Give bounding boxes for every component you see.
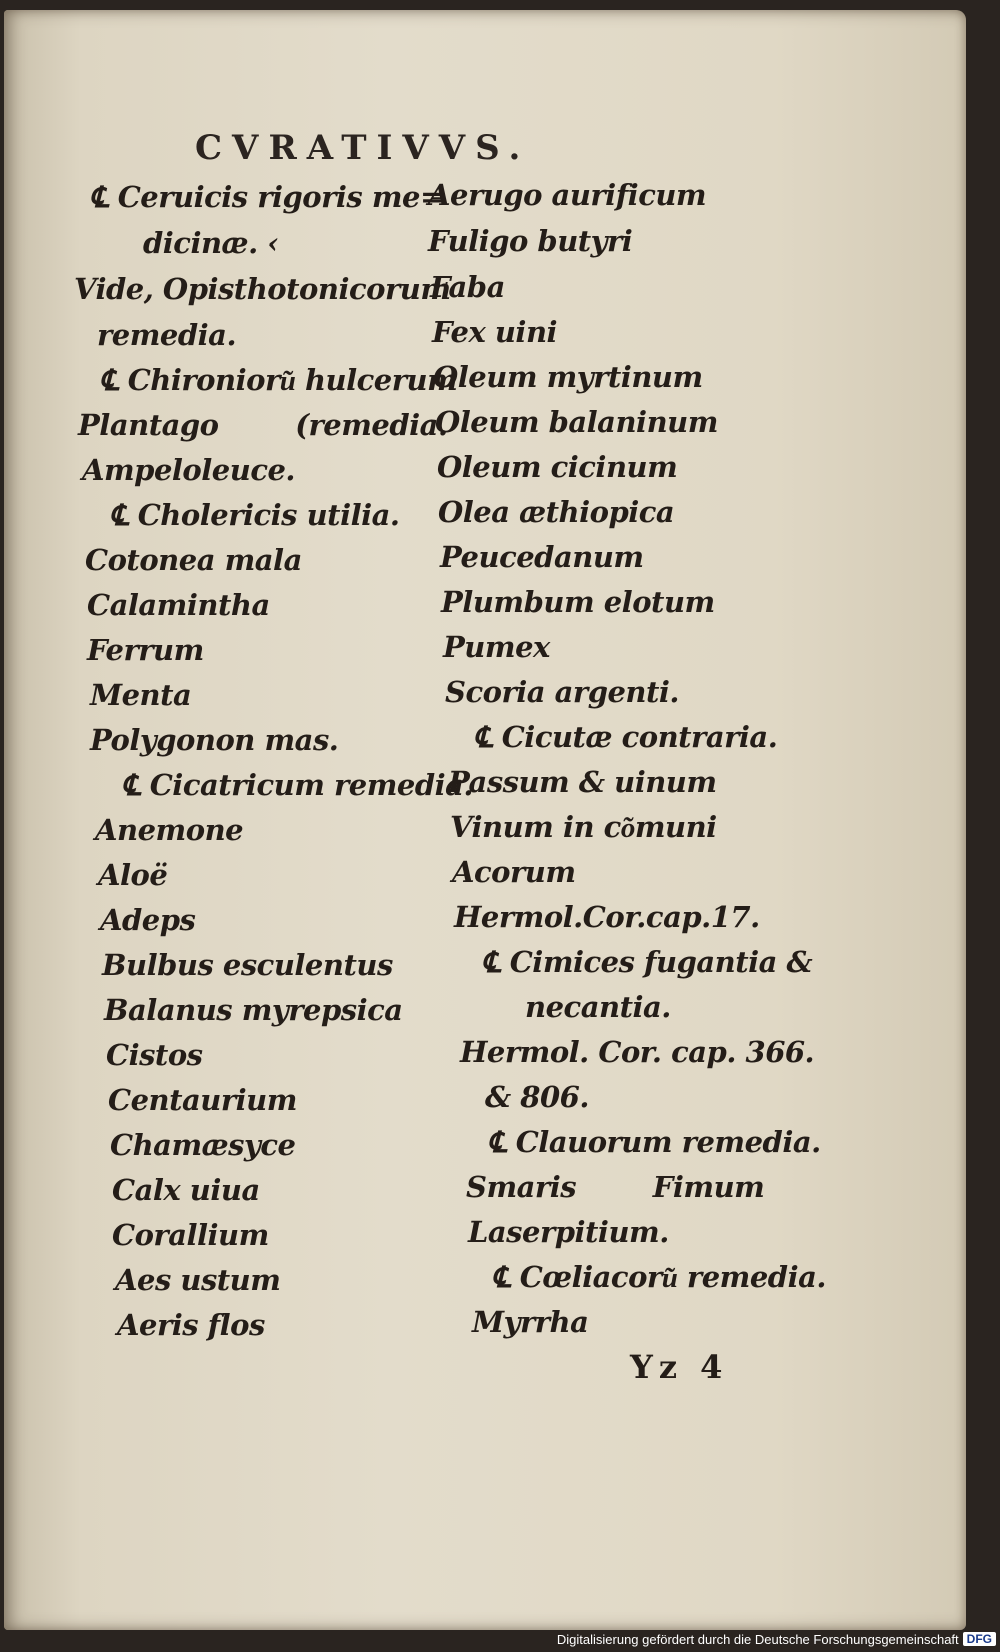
- right-entry: Acorum: [452, 855, 576, 889]
- left-entry: remedia.: [97, 318, 237, 352]
- right-entry: Oleum cicinum: [437, 450, 678, 484]
- left-entry: Corallium: [112, 1218, 269, 1252]
- right-entry: ℄ Cicutæ contraria.: [474, 720, 778, 754]
- left-entry: Polygonon mas.: [90, 723, 339, 757]
- right-entry: ℄ Cimices fugantia &: [482, 945, 813, 979]
- left-entry: Balanus myrepsica: [104, 993, 403, 1027]
- right-entry: Oleum myrtinum: [433, 360, 703, 394]
- left-entry: Chamæsyce: [110, 1128, 296, 1162]
- right-entry: Peucedanum: [440, 540, 644, 574]
- right-entry: Fuligo butyri: [428, 224, 633, 258]
- left-entry: Adeps: [100, 903, 196, 937]
- right-entry: Hermol.Cor.cap.17.: [454, 900, 760, 934]
- left-entry: Menta: [90, 678, 192, 712]
- right-entry: Laserpitium.: [468, 1215, 669, 1249]
- left-entry: Plantago (remedia.: [78, 408, 448, 442]
- left-entry: Cistos: [106, 1038, 203, 1072]
- right-entry: necantia.: [525, 990, 671, 1024]
- left-entry: Anemone: [95, 813, 244, 847]
- right-entry: Smaris Fimum: [466, 1170, 765, 1204]
- running-head: CVRATIVVS.: [195, 128, 531, 168]
- left-entry: dicinæ. ‹: [143, 226, 279, 260]
- left-entry: ℄ Ceruicis rigoris me=: [90, 180, 444, 214]
- left-entry: ℄ Cholericis utilia.: [110, 498, 400, 532]
- left-entry: Ferrum: [87, 633, 204, 667]
- right-entry: Passum & uinum: [448, 765, 717, 799]
- right-entry: & 806.: [485, 1080, 589, 1114]
- left-entry: ℄ Chironioru͂ hulcerum: [100, 363, 458, 397]
- right-entry: Scoria argenti.: [445, 675, 680, 709]
- right-entry: Olea æthiopica: [438, 495, 675, 529]
- left-entry: Aeris flos: [117, 1308, 265, 1342]
- right-entry: Aerugo aurificum: [428, 178, 707, 212]
- left-entry: Centaurium: [108, 1083, 297, 1117]
- footer-credit: [557, 1628, 996, 1650]
- right-entry: ℄ Cœliacoru͂ remedia.: [492, 1260, 826, 1294]
- right-entry: Plumbum elotum: [441, 585, 715, 619]
- left-entry: Ampeloleuce.: [82, 453, 296, 487]
- left-entry: Vide, Opisthotonicorum: [74, 272, 451, 306]
- right-entry: Hermol. Cor. cap. 366.: [460, 1035, 815, 1069]
- right-entry: Faba: [430, 270, 505, 304]
- left-entry: Aloë: [98, 858, 168, 892]
- left-entry: Cotonea mala: [85, 543, 302, 577]
- left-entry: Aes ustum: [115, 1263, 281, 1297]
- right-entry: ℄ Clauorum remedia.: [488, 1125, 821, 1159]
- dfg-logo-icon: DFG: [963, 1632, 996, 1646]
- right-entry: Myrrha: [472, 1305, 589, 1339]
- right-entry: Fex uini: [432, 315, 558, 349]
- left-entry: ℄ Cicatricum remedia.: [122, 768, 474, 802]
- signature-mark: Yz 4: [630, 1348, 729, 1386]
- right-entry: Pumex: [443, 630, 550, 664]
- right-entry: Vinum in co͂muni: [450, 810, 717, 844]
- footer-credit-text: Digitalisierung gefördert durch die Deutsche Forschungsgemeinschaft: [556, 1631, 959, 1647]
- left-entry: Bulbus esculentus: [102, 948, 393, 982]
- left-entry: Calx uiua: [112, 1173, 260, 1207]
- left-entry: Calamintha: [87, 588, 270, 622]
- right-entry: Oleum balaninum: [435, 405, 718, 439]
